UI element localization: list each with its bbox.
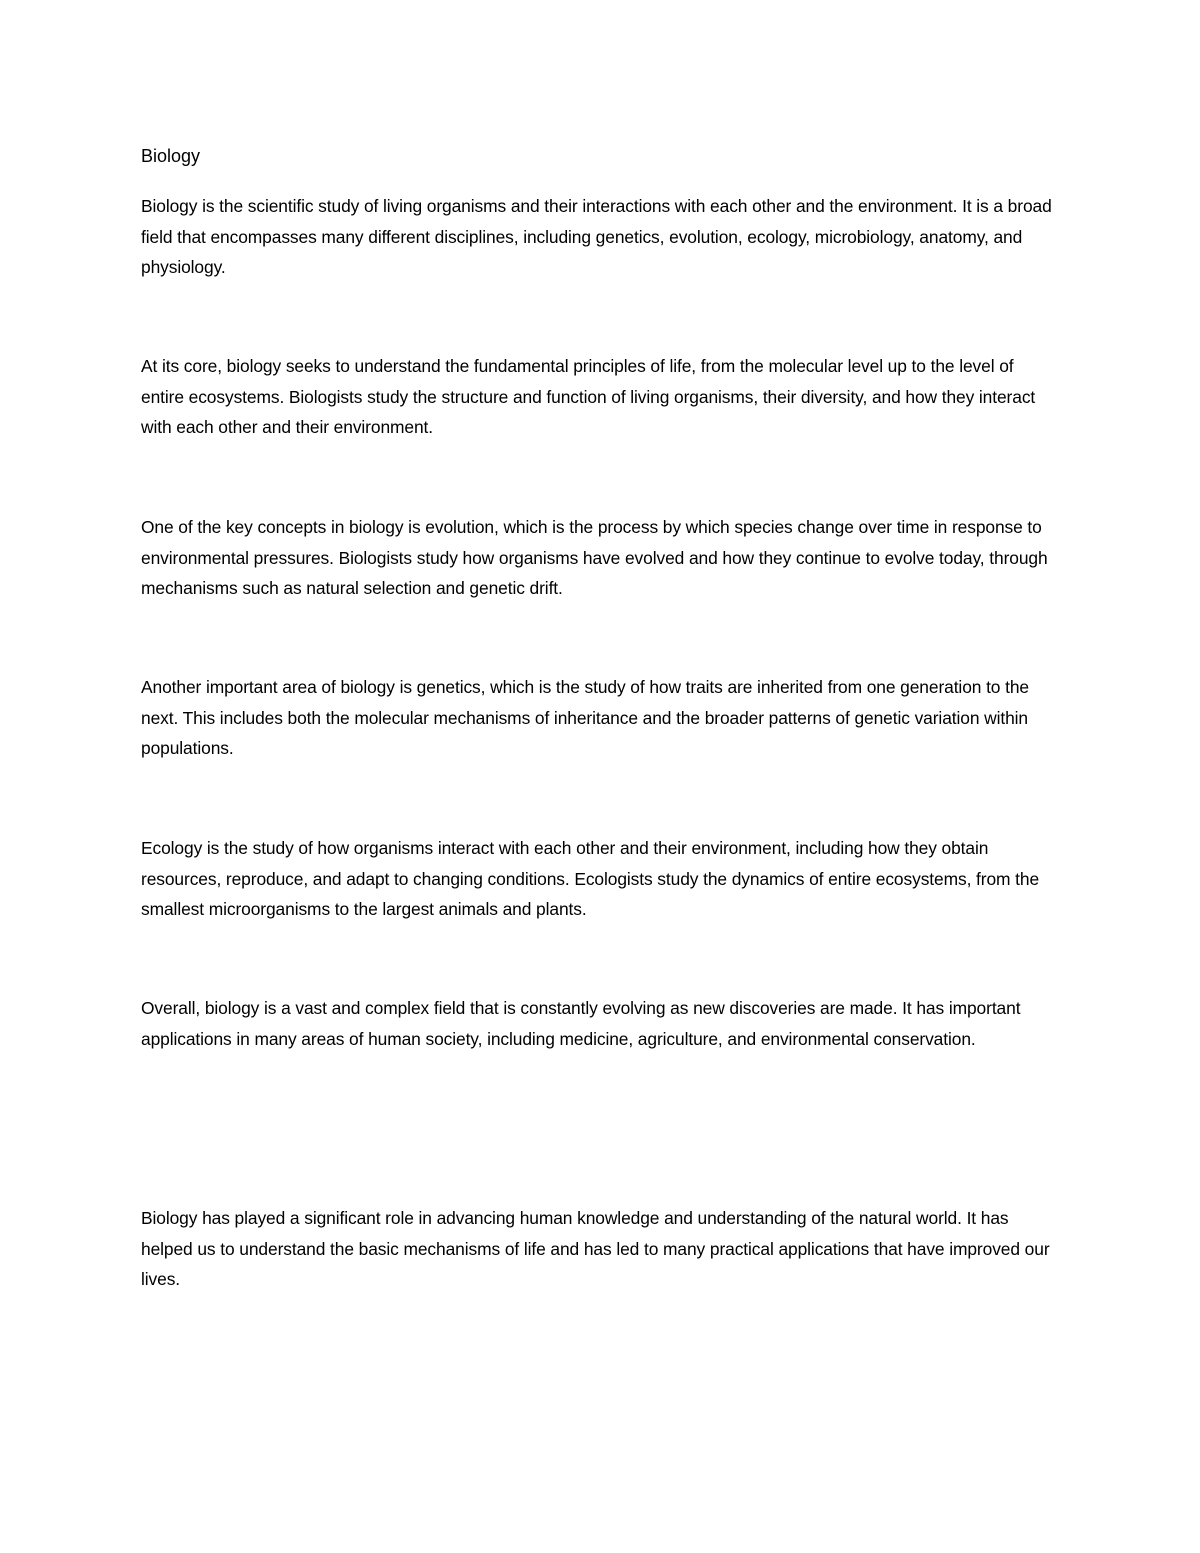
paragraph-overall: Overall, biology is a vast and complex field that is constantly evolving as new discoveries are made. It has important applications in many areas of human society, including medicine, agriculture, and environmental conservation. [141, 998, 1021, 1049]
paragraph-significance: Biology has played a significant role in advancing human knowledge and understanding of the natural world. It has helped us to understand the basic mechanisms of life and has led to many practical applications that have improved our lives. [141, 1208, 1050, 1289]
paragraph-genetics: Another important area of biology is genetics, which is the study of how traits are inherited from one generation to the next. This includes both the molecular mechanisms of inheritance and the broader patterns of genetic variation within populations. [141, 677, 1029, 758]
paragraph-ecology: Ecology is the study of how organisms interact with each other and their environment, including how they obtain resources, reproduce, and adapt to changing conditions. Ecologists study the dynamics of entire ecosystems, from the smallest microorganisms to the largest animals and plants. [141, 838, 1040, 919]
paragraph-core: At its core, biology seeks to understand the fundamental principles of life, from the molecular level up to the level of entire ecosystems. Biologists study the structure and function of living organisms, their diversity, and how they interact with each other and their environment. [141, 356, 1036, 437]
paragraph-intro: Biology is the scientific study of living organisms and their interactions with each other and the environment. It is a broad field that encompasses many different disciplines, including genetics, evolution, ecology, microbiology, anatomy, and physiology. [141, 196, 1052, 277]
paragraph-evolution: One of the key concepts in biology is evolution, which is the process by which species change over time in response to environmental pressures. Biologists study how organisms have evolved and how they continue to evolve today, through mechanisms such as natural selection and genetic drift. [141, 517, 1048, 598]
document-title: Biology [141, 146, 201, 166]
